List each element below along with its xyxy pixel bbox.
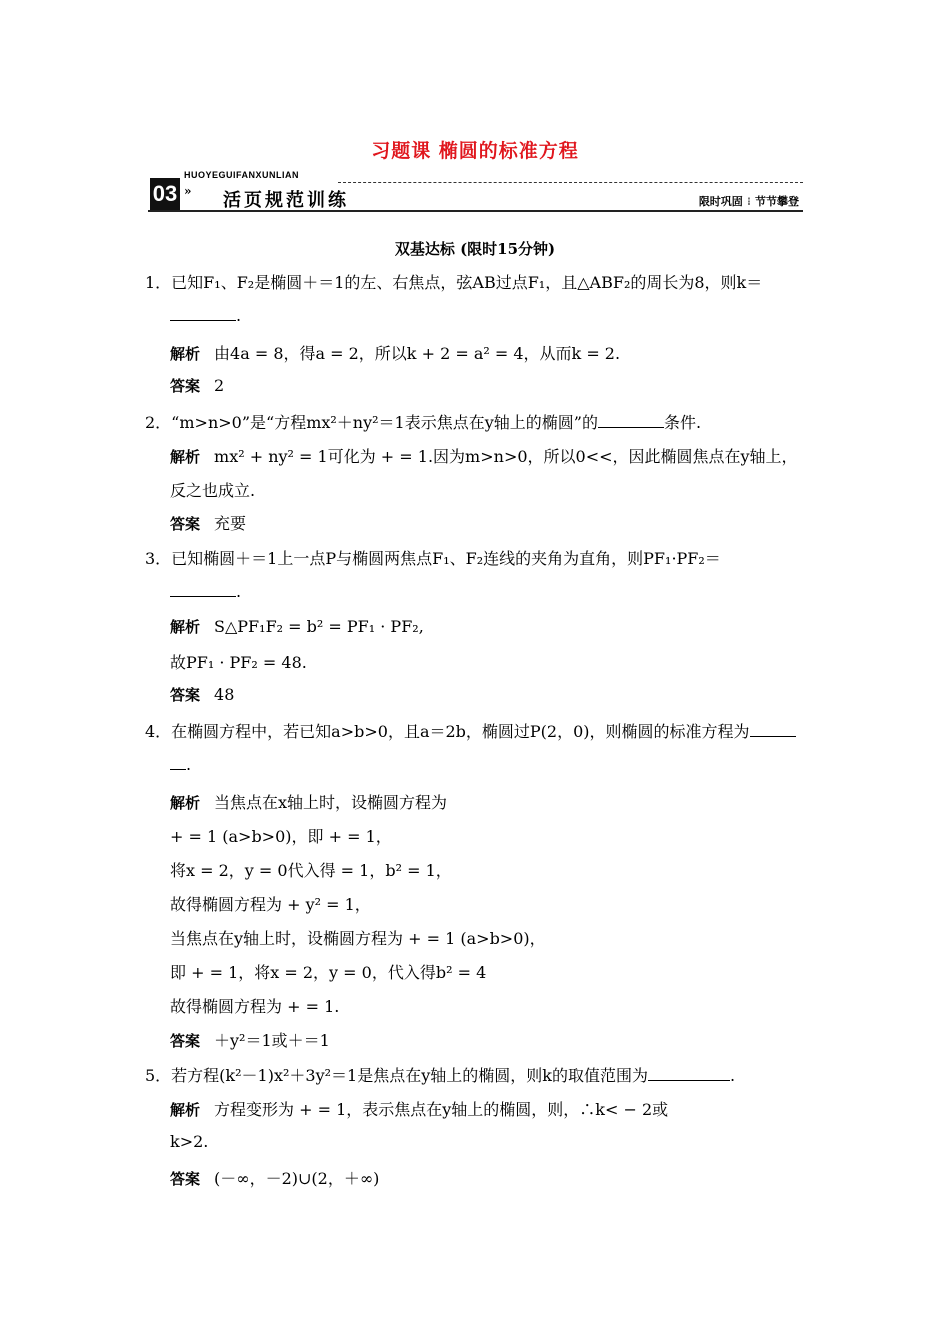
section-banner bbox=[148, 168, 803, 214]
banner-right-2: 节节攀登 bbox=[755, 195, 799, 208]
answer-label: 答案 bbox=[170, 1170, 201, 1188]
question-5-text: 5．若方程(k²－1)x²＋3y²＝1是焦点在y轴上的椭圆，则k的取值范围为 bbox=[145, 1066, 648, 1085]
banner-title: 活页规范训练 bbox=[223, 190, 349, 211]
answer-blank bbox=[170, 755, 186, 770]
blank-suffix: . bbox=[236, 582, 242, 601]
analysis-line: 当焦点在y轴上时，设椭圆方程为 + = 1 (a>b>0)， bbox=[170, 929, 546, 948]
answer-blank bbox=[648, 1066, 730, 1081]
analysis-label: 解析 bbox=[170, 794, 201, 812]
question-1-blank-line bbox=[170, 306, 241, 325]
question-3-blank-line bbox=[170, 582, 241, 601]
analysis-label: 解析 bbox=[170, 345, 201, 363]
answer-text: ＋y²＝1或＋＝1 bbox=[214, 1031, 330, 1050]
analysis-label: 解析 bbox=[170, 448, 201, 466]
blank-suffix: . bbox=[186, 755, 192, 774]
question-4-analysis bbox=[170, 790, 447, 813]
analysis-text: 由4a = 8，得a = 2，所以k + 2 = a² = 4，从而k = 2. bbox=[214, 344, 621, 363]
analysis-line: 反之也成立. bbox=[170, 481, 256, 500]
banner-rule bbox=[148, 210, 803, 212]
analysis-line: + = 1 (a>b>0)，即 + = 1， bbox=[170, 827, 392, 846]
answer-text: 2 bbox=[214, 376, 225, 395]
question-3-answer bbox=[170, 684, 234, 705]
analysis-text: mx² + ny² = 1可化为 + = 1.因为m>n>0，所以0<<，因此椭圆焦点在y轴上， bbox=[214, 447, 798, 466]
answer-label: 答案 bbox=[170, 1032, 201, 1050]
question-5-analysis bbox=[170, 1097, 668, 1120]
answer-blank bbox=[170, 306, 236, 321]
analysis-label: 解析 bbox=[170, 1101, 201, 1119]
question-2-text: 2．“m>n>0”是“方程mx²＋ny²＝1表示焦点在y轴上的椭圆”的 bbox=[145, 413, 598, 432]
question-5 bbox=[145, 1063, 735, 1086]
question-2-text-after: 条件. bbox=[663, 413, 702, 432]
analysis-line: 故得椭圆方程为 + = 1. bbox=[170, 997, 340, 1016]
question-1-answer bbox=[170, 375, 224, 396]
question-1 bbox=[145, 270, 762, 293]
banner-separator: ⁝ bbox=[746, 195, 751, 208]
blank-suffix: . bbox=[236, 306, 242, 325]
question-2 bbox=[145, 410, 701, 433]
chevron-icon: » bbox=[184, 184, 192, 198]
answer-blank bbox=[750, 722, 796, 737]
answer-text: 充要 bbox=[214, 514, 247, 533]
section-subheading: 双基达标 (限时15分钟) bbox=[394, 240, 556, 258]
analysis-text: 方程变形为 + = 1，表示焦点在y轴上的椭圆，则，∴k< − 2或 bbox=[214, 1100, 669, 1119]
answer-label: 答案 bbox=[170, 686, 201, 704]
question-3-analysis bbox=[170, 616, 424, 637]
analysis-label: 解析 bbox=[170, 618, 201, 636]
question-3 bbox=[145, 546, 721, 569]
question-5-answer bbox=[170, 1166, 379, 1189]
answer-blank bbox=[170, 582, 236, 597]
page-title: 习题课 椭圆的标准方程 bbox=[371, 140, 579, 162]
question-4-blank-line bbox=[170, 755, 191, 774]
question-4-text: 4．在椭圆方程中，若已知a>b>0，且a＝2b，椭圆过P(2，0)，则椭圆的标准方程为 bbox=[145, 722, 750, 741]
answer-label: 答案 bbox=[170, 515, 201, 533]
banner-pinyin: HUOYEGUIFANXUNLIAN bbox=[184, 170, 300, 180]
analysis-line: 将x = 2，y = 0代入得 = 1，b² = 1， bbox=[170, 861, 452, 880]
analysis-line: 故得椭圆方程为 + y² = 1， bbox=[170, 895, 371, 914]
banner-number-badge: 03 bbox=[150, 178, 180, 210]
question-3-text: 3．已知椭圆＋＝1上一点P与椭圆两焦点F₁、F₂连线的夹角为直角，则PF₁·PF₂＝ bbox=[145, 549, 721, 568]
analysis-text: 当焦点在x轴上时，设椭圆方程为 bbox=[214, 793, 448, 812]
question-1-text: 1．已知F₁、F₂是椭圆＋＝1的左、右焦点，弦AB过点F₁，且△ABF₂的周长为8，则k＝ bbox=[145, 273, 763, 292]
answer-blank bbox=[598, 413, 664, 428]
question-2-answer bbox=[170, 511, 246, 534]
answer-text: 48 bbox=[214, 685, 235, 704]
answer-text: (－∞，－2)∪(2，＋∞) bbox=[214, 1169, 380, 1188]
question-2-analysis bbox=[170, 444, 798, 467]
analysis-line: 故PF₁ · PF₂ = 48. bbox=[170, 653, 307, 672]
banner-right-labels bbox=[699, 193, 799, 209]
question-1-analysis bbox=[170, 341, 620, 364]
question-4-answer bbox=[170, 1028, 330, 1051]
question-4 bbox=[145, 719, 796, 742]
banner-right-1: 限时巩固 bbox=[698, 195, 743, 208]
banner-dashed-rule bbox=[338, 182, 803, 183]
answer-label: 答案 bbox=[170, 377, 201, 395]
analysis-line: 即 + = 1，将x = 2，y = 0，代入得b² = 4 bbox=[170, 963, 487, 982]
analysis-text: S△PF₁F₂ = b² = PF₁ · PF₂, bbox=[214, 617, 424, 636]
blank-suffix: . bbox=[729, 1066, 736, 1085]
analysis-line: k>2. bbox=[170, 1132, 209, 1151]
